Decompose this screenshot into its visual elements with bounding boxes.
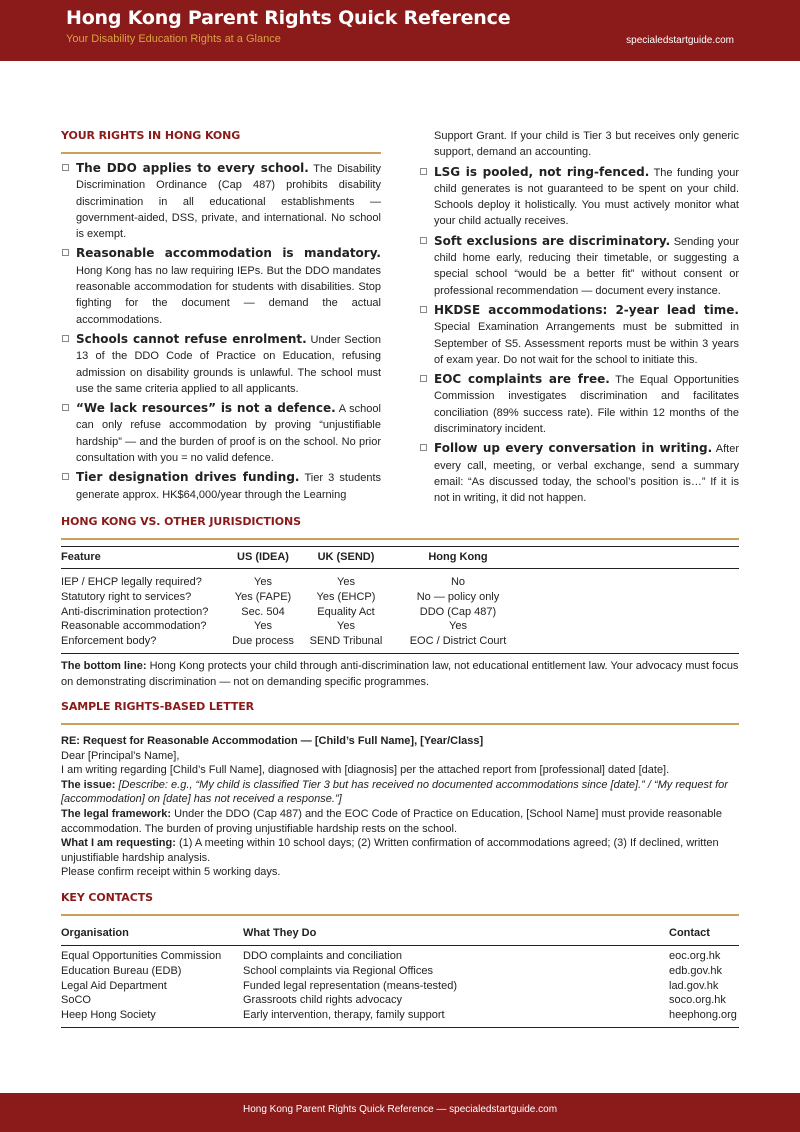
table-cell: Yes (EHCP) — [316, 590, 376, 603]
table-cell-spacer — [519, 634, 739, 653]
table-cell-spacer — [519, 605, 739, 620]
right-item — [419, 440, 739, 506]
checkbox-icon — [62, 404, 69, 411]
page-title: Hong Kong Parent Rights Quick Reference — [66, 7, 511, 29]
right-item — [419, 233, 739, 299]
table-cell: Yes — [449, 620, 467, 633]
organisation-cell: Education Bureau (EDB) — [61, 964, 182, 977]
right-text: After every call, meeting, or verbal exchange, send a summary email: “As discussed today, the school’s position is…” If it is not in writing, it did not happen. — [434, 443, 739, 505]
table-cell: IEP / EHCP legally required? — [61, 576, 202, 588]
table-cell: Yes — [254, 576, 272, 588]
right-item — [61, 400, 381, 466]
right-lead: LSG is pooled, not ring-fenced. — [434, 164, 650, 179]
right-lead: Tier designation drives funding. — [76, 470, 300, 485]
table-cell: EOC / District Court — [397, 634, 519, 653]
right-text: A school can only refuse accommodation by proving “unjustifiable hardship” — and the burden of proof is on the school. No prior consultation with you = no valid defence. — [76, 403, 381, 465]
description-cell: School complaints via Regional Offices — [243, 964, 433, 977]
column-header: Contact — [669, 924, 739, 946]
right-text: The funding your child generates is not guaranteed to be spent on your child. Schools deploy it holistically. You must actively monitor what your child actually receives. — [434, 166, 739, 228]
checkbox-icon — [420, 237, 427, 244]
table-row — [61, 964, 739, 979]
table-row — [61, 946, 739, 964]
table-cell: Yes — [337, 620, 355, 633]
contact-link[interactable]: edb.gov.hk — [669, 964, 723, 977]
contact-link[interactable]: soco.org.hk — [669, 994, 726, 1007]
column-spacer — [519, 547, 739, 569]
table-cell: Sec. 504 — [241, 605, 285, 618]
right-item — [419, 164, 739, 230]
description-cell: Funded legal representation (means-tested) — [243, 979, 458, 992]
rights-column-right — [419, 128, 739, 510]
table-row — [61, 979, 739, 994]
letter-framework-text: Under the DDO (Cap 487) and the EOC Code of Practice on Education, [School Name] must provide reasonable accommodation. The burden of proving unjustifiable hardship rests on the school. — [61, 807, 722, 835]
letter-intro: I am writing regarding [Child’s Full Name], diagnosed with [diagnosis] per the attached report from [professional] dated [date]. — [61, 764, 670, 777]
letter-salutation: Dear [Principal’s Name], — [61, 749, 180, 762]
checkbox-icon — [62, 335, 69, 342]
table-header-row — [61, 547, 739, 569]
description-cell: DDO complaints and conciliation — [243, 950, 402, 962]
comparison-heading: HONG KONG VS. OTHER JURISDICTIONS — [61, 515, 301, 528]
right-lead: The DDO applies to every school. — [76, 161, 309, 175]
right-lead: HKDSE accommodations: 2-year lead time. — [434, 302, 739, 317]
table-row — [61, 619, 739, 634]
right-lead: Reasonable accommodation is mandatory. — [76, 246, 381, 261]
table-row — [61, 993, 739, 1008]
organisation-cell: SoCO — [61, 994, 91, 1007]
sample-letter — [61, 734, 739, 880]
letter-request-text: (1) A meeting within 10 school days; (2) Written confirmation of accommodations agreed; (3) If declined, written unjustifiable hardship analysis. — [61, 837, 719, 864]
right-text: Tier 3 students generate approx. HK$64,000/year through the Learning — [76, 472, 381, 501]
contacts-rule — [61, 914, 739, 916]
contact-link[interactable]: eoc.org.hk — [669, 950, 721, 962]
right-item — [61, 245, 381, 327]
table-cell: Equality Act — [317, 605, 375, 618]
page-subtitle: Your Disability Education Rights at a Glance — [66, 33, 281, 45]
checkbox-icon — [420, 168, 427, 175]
table-cell-spacer — [519, 619, 739, 634]
right-lead: Soft exclusions are discriminatory. — [434, 233, 671, 248]
contacts-table — [61, 924, 739, 1028]
column-header: UK (SEND) — [295, 547, 397, 569]
right-text: Special Examination Arrangements must be submitted in September of S5. Assessment reports must be within 3 years of exam year. Do not wait for the school to initiate this. — [434, 321, 739, 366]
table-cell: Yes — [254, 620, 272, 633]
letter-rule — [61, 723, 739, 725]
table-cell: Anti-discrimination protection? — [61, 605, 209, 618]
bottom-line-text: Hong Kong protects your child through anti-discrimination law, not educational entitlement law. Your advocacy must focus on demonstrating discrimination — not on demanding specific programmes. — [61, 660, 739, 688]
table-row — [61, 569, 739, 590]
letter-request-label: What I am requesting: — [61, 837, 176, 850]
table-cell: SEND Tribunal — [295, 634, 397, 653]
table-row — [61, 590, 739, 605]
table-cell: Statutory right to services? — [61, 590, 192, 603]
table-cell-spacer — [519, 569, 739, 590]
table-row — [61, 634, 739, 653]
footer-text: Hong Kong Parent Rights Quick Reference — specialedstartguide.com — [242, 1104, 558, 1115]
organisation-cell: Heep Hong Society — [61, 1008, 243, 1027]
letter-heading: SAMPLE RIGHTS-BASED LETTER — [61, 700, 255, 713]
checkbox-icon — [62, 473, 69, 480]
letter-re-line: RE: Request for Reasonable Accommodation — [Child’s Full Name], [Year/Class] — [61, 735, 484, 747]
table-cell: Yes (FAPE) — [234, 590, 292, 603]
right-item — [61, 160, 381, 242]
organisation-cell: Legal Aid Department — [61, 979, 167, 992]
contacts-heading: KEY CONTACTS — [61, 891, 153, 904]
column-header: What They Do — [243, 924, 669, 946]
letter-framework-label: The legal framework: — [61, 807, 172, 820]
page-header — [0, 0, 800, 61]
right-text: The Equal Opportunities Commission investigates discrimination and facilitates conciliation (89% success rate). File within 12 months of the discriminatory incident. — [434, 374, 739, 436]
site-url: specialedstartguide.com — [626, 35, 734, 46]
comparison-table — [61, 546, 739, 654]
column-header: Organisation — [61, 924, 243, 946]
contact-link[interactable]: lad.gov.hk — [669, 979, 719, 992]
table-cell: Reasonable accommodation? — [61, 620, 207, 633]
right-text: Sending your child home early, reducing their timetable, or suggesting a special school “would be a better fit” without consent or professional recommendation — document every instance. — [434, 235, 739, 297]
right-item — [419, 371, 739, 437]
letter-issue-label: The issue: — [61, 778, 116, 791]
right-lead: “We lack resources” is not a defence. — [76, 401, 336, 416]
page-footer — [0, 1093, 800, 1132]
comparison-rule — [61, 538, 739, 540]
table-cell: No — [450, 576, 466, 588]
checkbox-icon — [420, 444, 427, 451]
table-row — [61, 605, 739, 620]
letter-issue-text: [Describe: e.g., “My child is classified Tier 3 but has received no documented accommodations since [date].” / “My request for [accommodation] on [date] has not received a response.”] — [61, 778, 728, 806]
table-header-row — [61, 924, 739, 946]
right-text-continued: Support Grant. If your child is Tier 3 but receives only generic support, demand an accounting. — [434, 130, 739, 159]
right-text: The Disability Discrimination Ordinance (Cap 487) prohibits disability discrimination in all educational establishments — government-aided, DSS, private, and international. No school is exempt. — [76, 163, 381, 241]
right-lead: EOC complaints are free. — [434, 372, 610, 387]
right-lead: Follow up every conversation in writing. — [434, 441, 713, 456]
checkbox-icon — [62, 249, 69, 256]
right-lead: Schools cannot refuse enrolment. — [76, 331, 307, 346]
description-cell: Early intervention, therapy, family support — [243, 1008, 669, 1027]
right-text: Under Section 13 of the DDO Code of Practice on Education, refusing admission on disability grounds is unlawful. The school must use the same criteria applied to all applicants. — [76, 333, 381, 395]
checkbox-icon — [420, 375, 427, 382]
table-cell-spacer — [519, 590, 739, 605]
checkbox-icon — [62, 164, 69, 171]
table-cell: No — policy only — [416, 590, 500, 603]
table-cell: DDO (Cap 487) — [419, 605, 497, 618]
right-item — [419, 302, 739, 368]
column-header: Hong Kong — [397, 547, 519, 569]
column-header: US (IDEA) — [231, 547, 295, 569]
rights-rule — [61, 152, 381, 154]
table-cell: Yes — [337, 576, 355, 588]
table-cell: Due process — [231, 634, 295, 653]
contact-link[interactable]: heephong.org — [669, 1008, 739, 1027]
table-row — [61, 1008, 739, 1027]
rights-column-left — [61, 160, 381, 506]
organisation-cell: Equal Opportunities Commission — [61, 950, 222, 962]
right-item — [61, 331, 381, 397]
bottom-line-label: The bottom line: — [61, 660, 147, 672]
right-item — [61, 469, 381, 503]
table-cell: Enforcement body? — [61, 634, 231, 653]
rights-heading: YOUR RIGHTS IN HONG KONG — [61, 129, 241, 142]
column-header: Feature — [61, 547, 231, 569]
letter-closing: Please confirm receipt within 5 working days. — [61, 866, 281, 879]
checkbox-icon — [420, 306, 427, 313]
bottom-line — [61, 659, 739, 690]
right-text: Hong Kong has no law requiring IEPs. But the DDO mandates reasonable accommodation for students with disabilities. Stop fighting for the document — demand the actual accommodations. — [76, 264, 381, 326]
description-cell: Grassroots child rights advocacy — [243, 994, 402, 1007]
